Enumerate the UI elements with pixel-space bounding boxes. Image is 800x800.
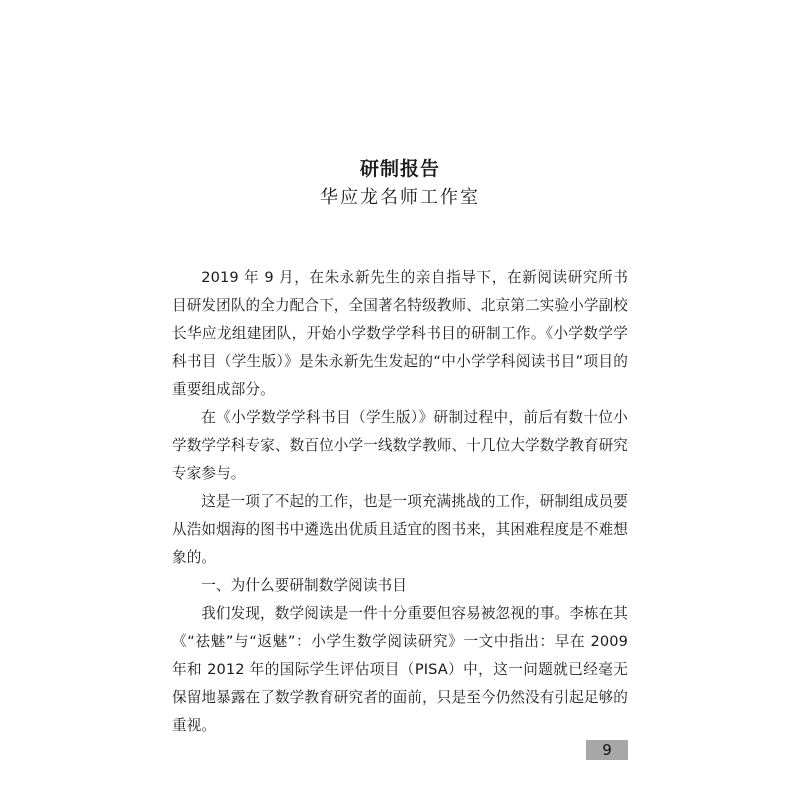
paragraph: 在《小学数学学科书目（学生版）》研制过程中，前后有数十位小学数学学科专家、数百位小学一线数学教师、十几位大学数学教育研究专家参与。 [172,409,628,482]
page-subtitle: 华应龙名师工作室 [320,187,480,208]
paragraph: 我们发现，数学阅读是一件十分重要但容易被忽视的事。李栋在其《“祛魅”与“返魅”：小学生数学阅读研究》一文中指出：早在 2009 年和 2012 年的国际学生评估项目（PISA）中，这一问题就已经毫无保留地暴露在了数学教育研究者的面前，只是至今仍然没有引起足够的重视。 [172,605,628,734]
section-heading: 一、为什么要研制数学阅读书目 [201,577,407,594]
body-text [172,264,628,740]
page-number: 9 [586,740,628,760]
paragraph: 这是一项了不起的工作，也是一项充满挑战的工作，研制组成员要从浩如烟海的图书中遴选出优质且适宜的图书来，其困难程度是不难想象的。 [172,493,628,566]
paragraph: 2019 年 9 月，在朱永新先生的亲自指导下，在新阅读研究所书目研发团队的全力配合下，全国著名特级教师、北京第二实验小学副校长华应龙组建团队，开始小学数学学科书目的研制工作。《小学数学学科书目（学生版）》是朱永新先生发起的“中小学学科阅读书目”项目的重要组成部分。 [172,269,628,398]
page-title: 研制报告 [359,158,440,180]
